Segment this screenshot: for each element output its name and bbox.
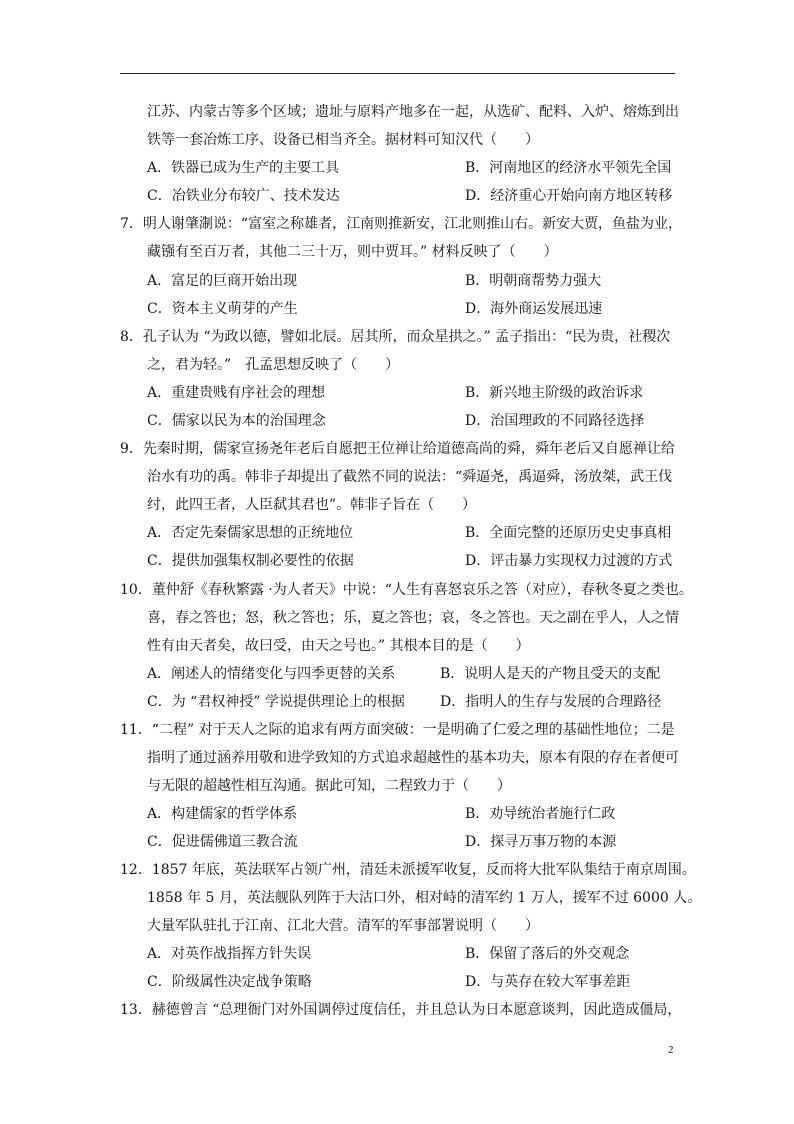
question-10-line: 性有由天者矣，故曰受，由天之号也。” 其根本目的是（ ） [147,638,530,654]
question-12-line: 12．1857 年底，英法联军占领广州，清廷未派援军收复，反而将大批军队集结于南京周围。 [120,862,696,878]
option-d: D．海外商运发展迅速 [465,301,603,317]
question-13-line: 13．赫德曾言 “总理衙门对外国调停过度信任，并且总认为日本愿意谈判，因此造成僵局， [120,1002,682,1018]
option-c: C．阶级属性决定战争策略 [147,974,312,990]
question-text-line: 江苏、内蒙古等多个区域；遗址与原料产地多在一起，从选矿、配料、入炉、熔炼到出 [147,104,679,120]
option-d: D．指明人的生存与发展的合理路径 [440,694,662,710]
option-a: A．构建儒家的哲学体系 [147,806,298,822]
option-a: A．富足的巨商开始出现 [147,273,298,289]
option-a: A．铁器已成为生产的主要工具 [147,160,340,176]
question-11-line: 与无限的超越性相互沟通。据此可知，二程致力于（ ） [147,778,511,794]
option-b: B．劝导统治者施行仁政 [465,806,616,822]
question-10-line: 喜，春之答也；怒，秋之答也；乐，夏之答也；哀，冬之答也。天之副在乎人，人之情 [147,610,679,626]
option-d: D．与英存在较大军事差距 [465,974,631,990]
option-d: D．经济重心开始向南方地区转移 [465,188,673,204]
question-7-line: 藏镪有至百万者，其他二三十万，则中贾耳。” 材料反映了（ ） [147,244,558,260]
question-7-line: 7．明人谢肇淛说：“富室之称雄者，江南则推新安，江北则推山右。新安大贾，鱼盐为业， [120,216,683,232]
question-8-line: 8．孔子认为 “为政以德，譬如北辰。居其所，而众星拱之。” 孟子指出：“民为贵，社稷次 [120,329,671,345]
option-a: A．重建贵贱有序社会的理想 [147,385,326,401]
option-d: D．探寻万事万物的本源 [465,834,617,850]
question-12-line: 大量军队驻扎于江南、江北大营。清军的军事部署说明（ ） [147,918,539,934]
option-b: B．明朝商帮势力强大 [465,273,602,289]
option-c: C．为 “君权神授” 学说提供理论上的根据 [147,694,405,710]
question-12-line: 1858 年 5 月，英法舰队列阵于大沽口外，相对峙的清军约 1 万人，援军不过 6000 人。 [147,890,702,906]
question-11-line: 11．“二程” 对于天人之际的追求有两方面突破：一是明确了仁爱之理的基础性地位；二是 [120,722,675,738]
option-b: B．说明人是天的产物且受天的支配 [440,666,661,682]
question-text-line: 铁等一套冶炼工序、设备已相当齐全。据材料可知汉代（ ） [147,132,539,148]
option-a: A．否定先秦儒家思想的正统地位 [147,525,354,541]
question-10-line: 10．董仲舒《春秋繁露 ·为人者天》中说：“人生有喜怒哀乐之答（对应），春秋冬夏之类也。 [120,582,693,598]
question-9-line: 治水有功的禹。韩非子却提出了截然不同的说法：“舜逼尧，禹逼舜，汤放桀，武王伐 [147,469,673,485]
option-d: D．治国理政的不同路径选择 [465,413,645,429]
option-a: A．阐述人的情绪变化与四季更替的关系 [147,666,396,682]
option-c: C．冶铁业分布较广、技术发达 [147,188,340,204]
option-b: B．新兴地主阶级的政治诉求 [465,385,644,401]
question-9-line: 9．先秦时期，儒家宣扬尧年老后自愿把王位禅让给道德高尚的舜，舜年老后又自愿禅让给 [120,441,675,457]
option-c: C．资本主义萌芽的产生 [147,301,298,317]
option-c: C．促进儒佛道三教合流 [147,834,298,850]
option-a: A．对英作战指挥方针失误 [147,946,312,962]
option-c: C．儒家以民为本的治国理念 [147,413,326,429]
question-11-line: 指明了通过涵养用敬和进学致知的方式追求超越性的基本功夫，原本有限的存在者便可 [147,750,679,766]
option-d: D．评击暴力实现权力过渡的方式 [465,553,673,569]
page-number: 2 [668,1044,674,1056]
option-b: B．全面完整的还原历史史事真相 [465,525,672,541]
option-c: C．提供加强集权制必要性的依据 [147,553,354,569]
header-rule [120,73,675,74]
option-b: B．保留了落后的外交观念 [465,946,630,962]
question-8-line: 之，君为轻。” 孔孟思想反映了（ ） [147,357,400,373]
option-b: B．河南地区的经济水平领先全国 [465,160,672,176]
question-9-line: 纣，此四王者，人臣弑其君也”。韩非子旨在（ ） [147,497,477,513]
